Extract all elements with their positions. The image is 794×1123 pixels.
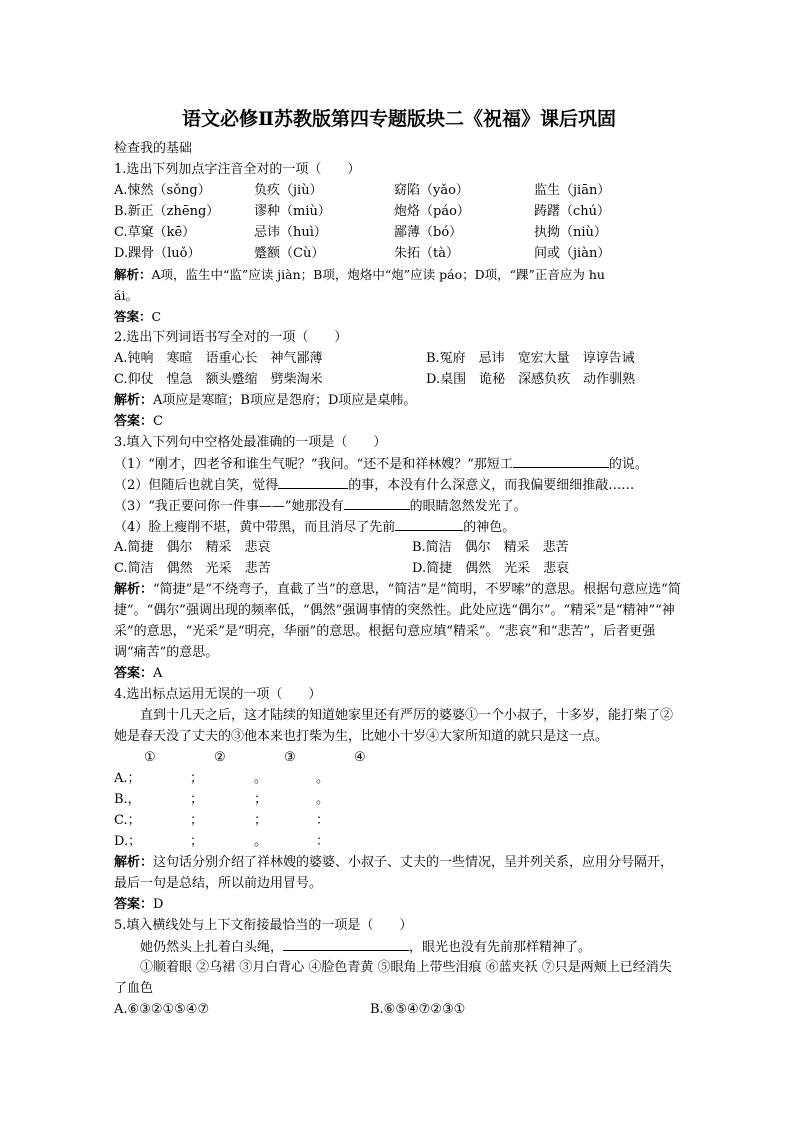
q4-answer-value: D [153, 897, 164, 912]
q1-d-4: 间或（jiàn） [534, 246, 611, 261]
q3-option-a: A.简捷 偶尔 精采 悲哀 [114, 540, 271, 555]
q3-blank-1 [513, 453, 609, 468]
q2-analysis [114, 390, 684, 411]
answer-label: 答案： [114, 414, 154, 429]
q4-a-2: ； [190, 771, 204, 786]
q2-options-ab [114, 348, 684, 369]
q5-items: ①顺着眼 ②乌裙 ③月白背心 ④脸色青黄 ⑤眼角上带些泪痕 ⑥蓝夹袄 ⑦只是两颊上已经消失了血色 [114, 960, 672, 996]
q3-sentence-1 [114, 453, 684, 474]
q1-c-2: 忌讳（huì） [254, 225, 327, 240]
q4-option-b [114, 789, 684, 810]
q4-c-1: C.； [114, 813, 141, 828]
q3-option-d: D.简捷 偶然 光采 悲哀 [412, 561, 570, 576]
q3-s1-after: 的说。 [608, 457, 648, 472]
q1-option-d [114, 243, 684, 264]
q1-a-4: 监生（jiān） [534, 183, 611, 198]
q4-b-4: 。 [316, 792, 330, 807]
q3-options-cd [114, 558, 684, 579]
q3-analysis [114, 579, 684, 663]
q3-stem: 3.填入下列句中空格处最准确的一项是（ ） [114, 435, 387, 450]
q1-b-2: 谬种（miù） [254, 204, 331, 219]
q1-analysis-cont: ái。 [114, 288, 138, 303]
q1-b-3: 炮烙（páo） [394, 204, 470, 219]
q1-option-a [114, 180, 684, 201]
q4-markers [114, 747, 684, 768]
q1-d-3: 朱拓（tà） [394, 246, 459, 261]
analysis-label: 解析： [114, 393, 154, 408]
q5-option-a: A.⑥③②①⑤④⑦ [114, 1002, 210, 1017]
q4-a-4: 。 [316, 771, 330, 786]
q3-answer [114, 663, 684, 684]
q1-d-2: 蹙额（Cù） [254, 246, 325, 261]
q3-sentence-2 [114, 474, 684, 495]
q5-option-b: B.⑥⑤④⑦②③① [370, 1002, 466, 1017]
q1-a-2: 负疚（jiù） [254, 183, 323, 198]
q3-blank-3 [344, 495, 410, 510]
q4-marker-4: ④ [354, 750, 366, 765]
q1-stem: 1.选出下列加点字注音全对的一项（ ） [114, 162, 361, 177]
q3-analysis-text: “简捷”是“不绕弯子，直截了当”的意思，“简洁”是“简明，不罗嗦”的意思。根据句意应选“简捷”。“偶尔”强调出现的频率低，“偶然”强调事情的突然性。此处应选“偶尔”。“精采”是“精神”“神采”的意思，“光采”是“明亮，华丽”的意思。根据句意应填“精采”。“悲哀”和“悲苦”，后者更强调“痛苦”的意思。 [114, 582, 681, 660]
q1-answer-value: C [151, 309, 162, 324]
q5-sentence [114, 936, 684, 957]
q4-marker-1: ① [144, 750, 156, 765]
q3-s1-before: （1）“刚才，四老爷和谁生气呢？”我问。“还不是和祥林嫂？”那短工 [114, 457, 513, 472]
q4-a-3: 。 [254, 771, 268, 786]
q5-sentence-after: ，眼光也没有先前那样精神了。 [409, 940, 592, 955]
answer-label: 答案： [114, 666, 154, 681]
q2-option-a: A.钝响 寒暄 语重心长 神气鄙薄 [114, 351, 323, 366]
q3-blank-2 [278, 474, 348, 489]
q1-b-4: 踌躇（chú） [534, 204, 611, 219]
q4-c-3: ； [254, 813, 268, 828]
q4-d-4: ： [316, 834, 330, 849]
q2-option-c: C.仰仗 惶急 额头蹙缩 劈柴淘米 [114, 372, 323, 387]
q3-option-b: B.简洁 偶尔 精采 悲苦 [412, 540, 569, 555]
q3-options-ab [114, 537, 684, 558]
q2-answer [114, 411, 684, 432]
q4-d-2: ； [190, 834, 204, 849]
q5-blank [283, 936, 409, 951]
q4-stem: 4.选出标点运用无误的一项（ ） [114, 687, 322, 702]
analysis-label: 解析： [114, 582, 154, 597]
q4-option-c [114, 810, 684, 831]
q4-b-2: ； [190, 792, 204, 807]
q3-s4-before: （4）脸上瘦削不堪，黄中带黑，而且消尽了先前 [114, 520, 396, 535]
q3-s3-before: （3）“我正要问你一件事——”她那没有 [114, 499, 344, 514]
q1-a-1: A.悚然（sǒng） [114, 183, 211, 198]
q4-c-2: ； [190, 813, 204, 828]
q4-d-3: 。 [254, 834, 268, 849]
q1-b-1: B.新正（zhēng） [114, 204, 220, 219]
section-heading: 检查我的基础 [114, 141, 193, 156]
q2-option-b: B.冤府 忌讳 宽宏大量 谆谆告诫 [426, 351, 635, 366]
q5-options [114, 999, 684, 1020]
answer-label: 答案： [114, 897, 154, 912]
q1-analysis-text: A项，监生中“监”应读 jiàn；B项，炮烙中“炮”应读 páo；D项，“踝”正音应为 hu [151, 267, 605, 282]
q4-analysis [114, 852, 684, 894]
q1-c-1: C.草窠（kē） [114, 225, 196, 240]
q3-s2-after: 的事，本没有什么深意义，而我偏要细细推敲…… [348, 478, 635, 493]
q4-b-1: B.， [114, 792, 141, 807]
q1-a-3: 窈陷（yǎo） [394, 183, 469, 198]
page-title: 语文必修Ⅱ苏教版第四专题版块二《祝福》课后巩固 [181, 108, 616, 130]
q3-s4-after: 的神色。 [463, 520, 516, 535]
q1-answer [114, 306, 684, 327]
q1-analysis [114, 264, 684, 285]
q4-marker-3: ③ [284, 750, 296, 765]
q3-sentence-3 [114, 495, 684, 516]
q3-s2-before: （2）但随后也就自笑，觉得 [114, 478, 279, 493]
q2-answer-value: C [153, 414, 163, 429]
analysis-label: 解析： [114, 267, 152, 282]
q1-c-4: 执拗（niù） [534, 225, 607, 240]
q4-d-1: D.； [114, 834, 142, 849]
q4-option-d [114, 831, 684, 852]
q4-b-3: ； [254, 792, 268, 807]
q4-answer [114, 894, 684, 915]
q2-option-d: D.桌围 诡秘 深感负疚 动作驯熟 [426, 372, 636, 387]
q1-option-c [114, 222, 684, 243]
q2-analysis-text: A项应是寒暄；B项应是怨府；D项应是桌帏。 [153, 393, 417, 408]
q4-passage: 直到十几天之后，这才陆续的知道她家里还有严厉的婆婆①一个小叔子，十多岁，能打柴了②她是春天没了丈夫的③他本来也打柴为生，比她小十岁④大家所知道的就只是这一点。 [114, 708, 674, 744]
q4-marker-2: ② [214, 750, 226, 765]
answer-label: 答案： [114, 309, 152, 324]
q1-d-1: D.踝骨（luǒ） [114, 246, 201, 261]
analysis-label: 解析： [114, 855, 154, 870]
q5-stem: 5.填入横线处与上下文衔接最恰当的一项是（ ） [114, 918, 413, 933]
q3-s3-after: 的眼睛忽然发光了。 [409, 499, 527, 514]
q2-options-cd [114, 369, 684, 390]
q5-sentence-before: 她仍然头上扎着白头绳， [140, 940, 284, 955]
q4-analysis-text: 这句话分别介绍了祥林嫂的婆婆、小叔子、丈夫的一些情况，呈并列关系，应用分号隔开，最后一句是总结，所以前边用冒号。 [114, 855, 674, 891]
document-content [114, 104, 684, 1020]
q1-option-b [114, 201, 684, 222]
q3-sentence-4 [114, 516, 684, 537]
q3-answer-value: A [153, 666, 163, 681]
q4-option-a [114, 768, 684, 789]
q3-option-c: C.简洁 偶然 光采 悲苦 [114, 561, 271, 576]
q1-c-3: 鄙薄（bó） [394, 225, 463, 240]
q2-stem: 2.选出下列词语书写全对的一项（ ） [114, 330, 348, 345]
q4-a-1: A.； [114, 771, 141, 786]
q3-blank-4 [395, 516, 463, 531]
q4-c-4: ： [316, 813, 330, 828]
